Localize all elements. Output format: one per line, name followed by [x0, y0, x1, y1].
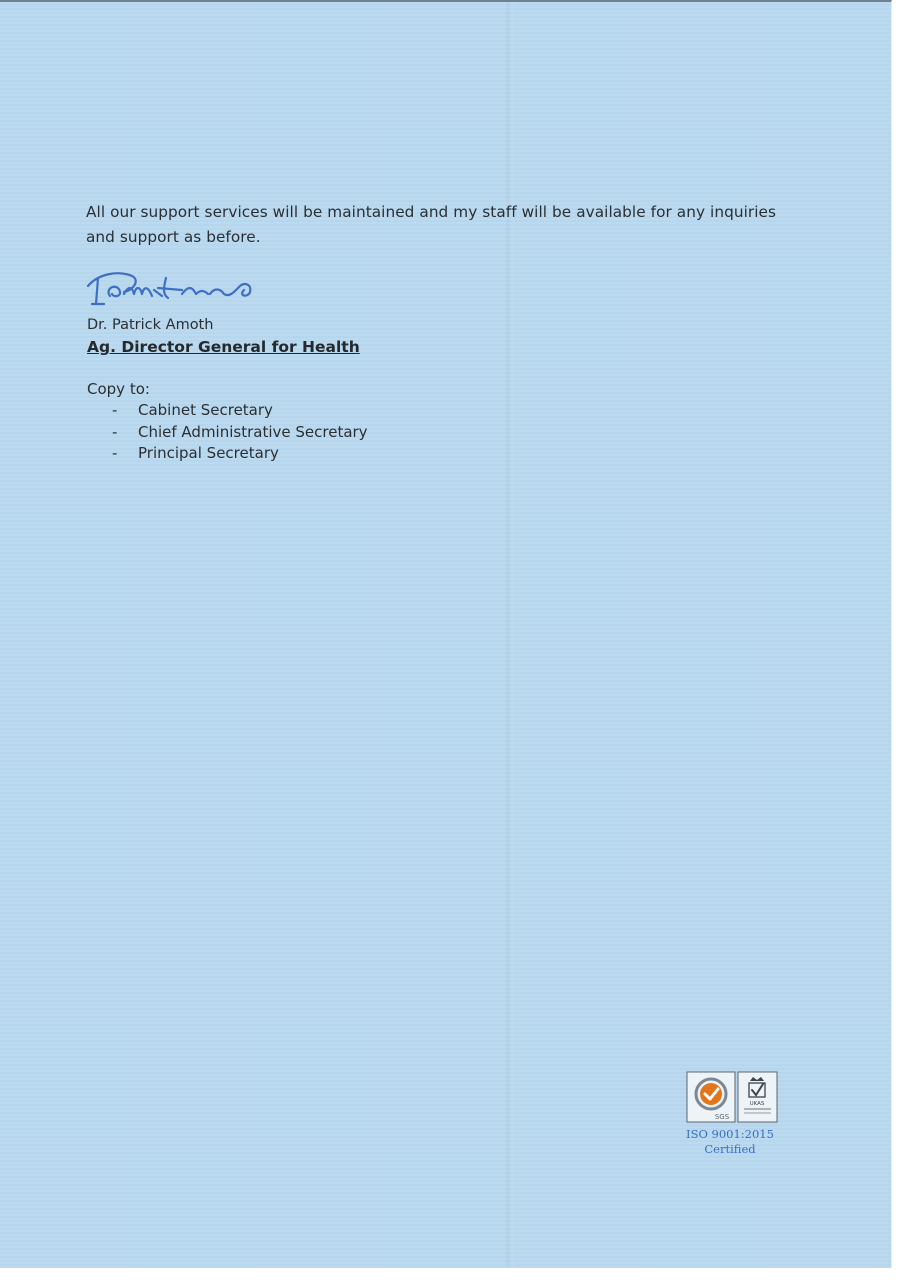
copy-to-list [112, 400, 368, 465]
list-item-text: Principal Secretary [138, 444, 279, 462]
ukas-label: UKAS [749, 1101, 765, 1107]
signature-image [84, 264, 280, 314]
sgs-ukas-logo [686, 1071, 778, 1123]
list-item [112, 400, 368, 422]
certified-text: Certified [704, 1142, 756, 1156]
list-dash: - [112, 422, 118, 441]
signer-name: Dr. Patrick Amoth [87, 317, 214, 333]
list-item [112, 443, 368, 465]
certification-block [680, 1071, 780, 1157]
list-dash: - [112, 401, 118, 419]
list-item-text: Cabinet Secretary [138, 401, 273, 419]
copy-to-label: Copy to: [87, 380, 150, 398]
iso-standard-text: ISO 9001:2015 [686, 1127, 774, 1141]
list-item [112, 422, 368, 444]
signer-title: Ag. Director General for Health [87, 338, 360, 356]
sgs-label: SGS [714, 1113, 730, 1121]
list-dash: - [112, 444, 118, 462]
list-item-text: Chief Administrative Secretary [138, 422, 368, 441]
body-paragraph: All our support services will be maintained and my staff will be available for any inquiries and support as before. [86, 203, 776, 246]
